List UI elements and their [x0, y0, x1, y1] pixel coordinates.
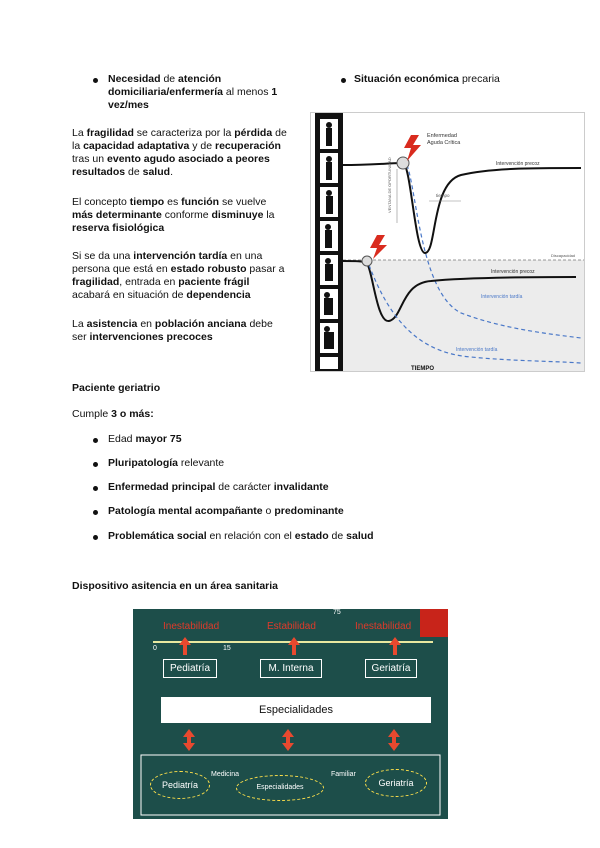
paragraph-time: El concepto tiempo es función se vuelve más determinante conforme disminuye la reserva fisiológica: [72, 196, 275, 234]
geriatric-heading: Paciente geriatrio: [72, 382, 161, 394]
corner-label: Discapacidad: [551, 253, 576, 258]
criterion-mental: Patología mental acompañante o predominante: [108, 505, 344, 517]
medicina-label: Medicina: [211, 771, 240, 778]
bullet-dot: [93, 486, 98, 491]
early-label: Intervención precoz: [496, 161, 540, 167]
box-pediatrics: Pediatría: [163, 659, 217, 678]
box-geriatrics: Geriatría: [365, 659, 417, 678]
early-label: Intervención precoz: [491, 269, 535, 275]
axis-label: TIEMPO: [411, 366, 435, 371]
specialties-bar: Especialidades: [161, 697, 431, 723]
event-label: Enfermedad: [427, 133, 457, 139]
criterion-pluripathology: Pluripatología relevante: [108, 457, 225, 469]
care-device-slide: [133, 609, 448, 819]
frailty-graph-svg: [311, 113, 584, 371]
paragraph-late-intervention: Si se da una intervención tardía en una persona que está en estado robusto pasar a fragilidad, entrada en paciente frágil acabará en situación de dependencia: [72, 250, 285, 301]
device-heading: Dispositivo asitencia en un área sanitaria: [72, 580, 278, 592]
label-instability: Inestabilidad: [355, 621, 412, 632]
paragraph-assistance: La asistencia en población anciana debe ser intervenciones precoces: [72, 318, 273, 343]
bullet-text-economic: Situación económica precaria: [354, 73, 500, 85]
criterion-age: Edad mayor 75: [108, 433, 182, 445]
double-arrow-icon: [183, 729, 400, 751]
bullet-dot: [93, 78, 98, 83]
lightning-icon: [404, 135, 421, 161]
window-label: VENTANA DE OPORTUNIDAD: [387, 157, 392, 213]
age-75: 75: [333, 609, 341, 616]
box-internal-medicine: M. Interna: [260, 659, 322, 678]
criterion-main-disease: Enfermedad principal de carácter invalidante: [108, 481, 329, 493]
bullet-dot: [93, 535, 98, 540]
label-instability: Inestabilidad: [163, 621, 220, 632]
event-marker: [362, 256, 372, 266]
late-label: Intervención tardía: [481, 294, 523, 300]
bullet-dot: [93, 438, 98, 443]
familiar-label: Familiar: [331, 771, 356, 778]
age-15: 15: [223, 645, 231, 652]
late-label: Intervención tardía: [456, 347, 498, 353]
up-arrow-icon: [179, 637, 401, 655]
lightning-icon: [370, 235, 387, 259]
bullet-text-attention: Necesidad de atención domiciliaria/enfermería al menos 1 vez/mes: [108, 73, 278, 111]
criterion-social: Problemática social en relación con el estado de salud: [108, 530, 374, 542]
label-stability: Estabilidad: [267, 621, 316, 632]
event-marker: [397, 157, 409, 169]
bullet-dot: [341, 78, 346, 83]
bullet-dot: [93, 510, 98, 515]
oval-geriatrics: Geriatría: [365, 769, 427, 797]
age-0: 0: [153, 645, 157, 652]
time-small-label: tiempo: [436, 193, 450, 198]
event-label: Aguda Crítica: [427, 140, 461, 146]
cumple-line: Cumple 3 o más:: [72, 408, 154, 420]
paragraph-fragility: La fragilidad se caracteriza por la pérdida de la capacidad adaptativa y de recuperación tras un evento agudo asociado a peores resultados de salud.: [72, 127, 287, 178]
frailty-graph: [310, 112, 585, 372]
oval-pediatrics: Pediatría: [150, 771, 210, 799]
oval-specialties: Especialidades: [236, 775, 324, 801]
bullet-dot: [93, 462, 98, 467]
